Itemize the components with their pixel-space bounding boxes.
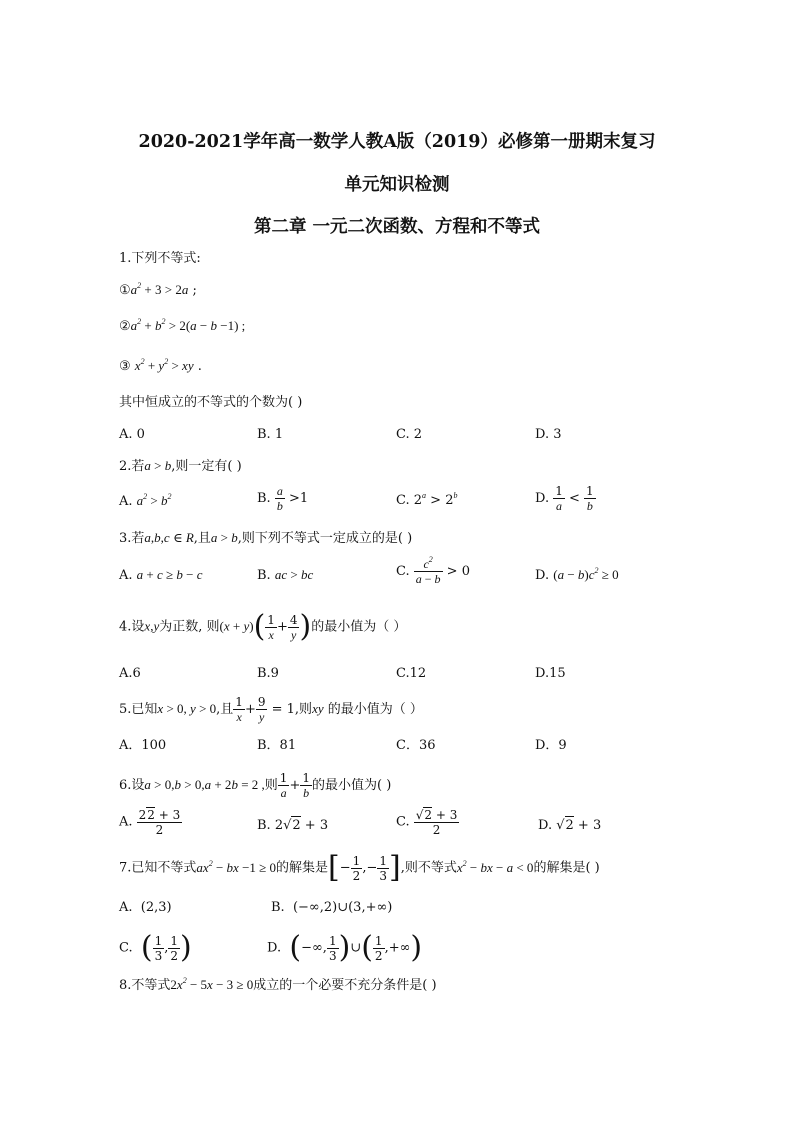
q7-option-b[interactable]: B. (−∞,2)∪(3,+∞)	[271, 900, 393, 915]
q2-option-c[interactable]: C. $2^a > 2^b$	[396, 491, 458, 508]
q3-option-b[interactable]: B. ac > bc	[257, 567, 314, 583]
question-4-stem: 4.设x,y为正数, 则(x + y)( $\frac{1}{x}$ + $\frac{4}{y}$ )的最小值为（ ）	[119, 609, 407, 644]
question-1-item-3: ③ $x^2 + y^2$ > xy .	[119, 357, 202, 374]
q6-option-c[interactable]: C. $\frac{√2 + 3}{2}$	[396, 808, 458, 837]
q3-option-d[interactable]: D. $(a - b)c^2 \ge 0$	[535, 566, 619, 583]
q2-option-d[interactable]: D. $\frac{1}{a}$ < $\frac{1}{b}$	[535, 484, 594, 513]
q6-option-d[interactable]: D. √2 + 3	[538, 818, 602, 833]
q5-option-a[interactable]: A．100	[119, 738, 167, 753]
q4-option-d[interactable]: D.15	[535, 666, 566, 681]
q1-option-a[interactable]: A. 0	[119, 427, 145, 442]
question-1-item-2: $②a^2 + b^2 > 2(a - b -1)$ ;	[119, 317, 246, 334]
q7-option-d[interactable]: D. (−∞, $\frac{1}{3}$ )∪( $\frac{1}{2}$ ,+∞)	[267, 930, 423, 965]
question-7-stem: 7.已知不等式$ax^2$ − bx −1 ≥ 0的解集是[− $\frac{1}{2}$ ,− $\frac{1}{3}$ ],则不等式$x^2$ − bx − a < 0的解集是( )	[119, 850, 600, 885]
q4-option-c[interactable]: C.12	[396, 666, 427, 681]
q7-option-c[interactable]: C. ( $\frac{1}{3}$ , $\frac{1}{2}$ )	[119, 930, 192, 965]
title-line-2: 单元知识检测	[344, 175, 450, 195]
question-3-stem: 3.若a,b,c ∈ R,且a > b,则下列不等式一定成立的是( )	[119, 530, 413, 546]
question-1-text: 其中恒成立的不等式的个数为( )	[119, 395, 303, 410]
q5-option-b[interactable]: B．81	[257, 738, 297, 753]
q7-option-a[interactable]: A. (2,3)	[119, 900, 172, 915]
q6-option-a[interactable]: A. $\frac{22 + 3}{2}$	[119, 808, 181, 837]
q3-option-a[interactable]: A. a + c ≥ b − c	[119, 567, 203, 583]
q5-option-d[interactable]: D．9	[535, 738, 567, 753]
q4-option-b[interactable]: B.9	[257, 666, 279, 681]
q5-option-c[interactable]: C．36	[396, 738, 436, 753]
q4-option-a[interactable]: A.6	[119, 666, 141, 681]
title-line-3: 第二章 一元二次函数、方程和不等式	[253, 217, 541, 237]
q2-option-a[interactable]: A. $a^2 > b^2$	[119, 492, 172, 509]
q1-option-d[interactable]: D. 3	[535, 427, 562, 442]
q1-option-c[interactable]: C. 2	[396, 427, 423, 442]
question-2-stem: 2.若a > b,则一定有( )	[119, 458, 242, 474]
q2-option-b[interactable]: B. $\frac{a}{b}$ >1	[257, 484, 309, 513]
q6-option-b[interactable]: B. 2√2 + 3	[257, 818, 329, 833]
question-6-stem: 6.设a > 0,b > 0,a + 2b = 2 ,则 $\frac{1}{a}$ + $\frac{1}{b}$ 的最小值为( )	[119, 771, 392, 800]
question-1-item-1: $①a^2 + 3 > 2a$ ;	[119, 281, 197, 298]
q1-option-b[interactable]: B. 1	[257, 427, 284, 442]
question-1-stem: 1.下列不等式:	[119, 251, 201, 266]
question-8-stem: 8.不等式$2x^2 - 5x - 3 \ge 0$成立的一个必要不充分条件是( )	[119, 976, 437, 993]
question-5-stem: 5.已知x > 0, y > 0,且 $\frac{1}{x}$ + $\frac{9}{y}$ = 1,则xy 的最小值为（ ）	[119, 695, 423, 724]
title-line-1: 2020-2021学年高一数学人教A版（2019）必修第一册期末复习	[138, 132, 656, 152]
q3-option-c[interactable]: C. $\frac{c^2}{a - b}$ > 0	[396, 555, 470, 586]
